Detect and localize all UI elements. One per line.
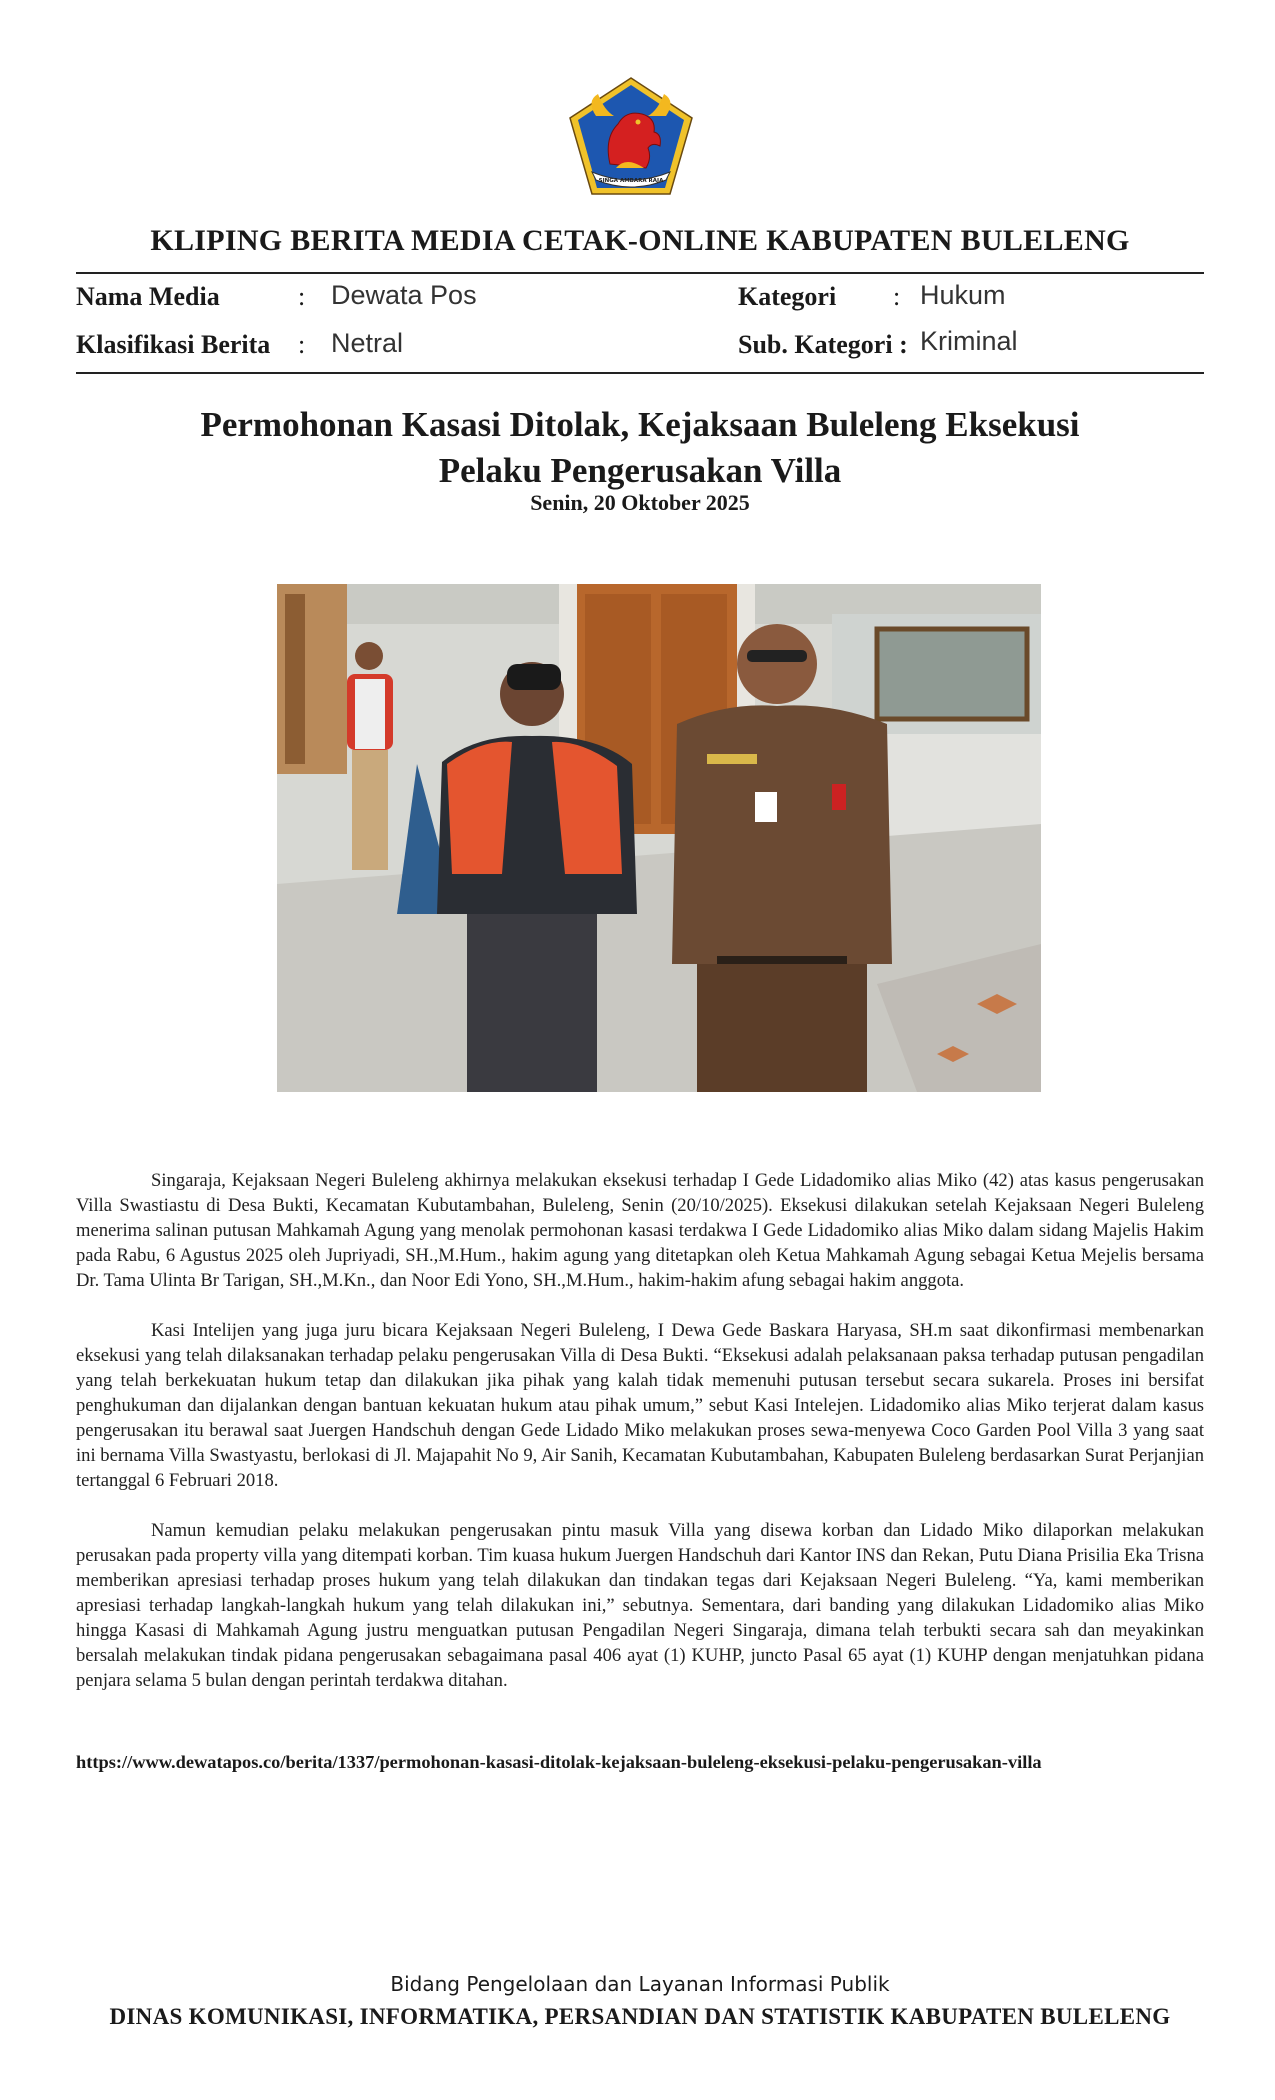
subcategory-value: Kriminal	[920, 326, 1018, 356]
article-title-line-2: Pelaku Pengerusakan Villa	[438, 451, 842, 490]
article-title	[76, 402, 1204, 494]
article-body	[76, 1168, 1204, 1718]
footer-agency: DINAS KOMUNIKASI, INFORMATIKA, PERSANDIAN DAN STATISTIK KABUPATEN BULELENG	[109, 2004, 1171, 2029]
source-link[interactable]: https://www.dewatapos.co/berita/1337/permohonan-kasasi-ditolak-kejaksaan-buleleng-eksekusi-pelaku-pengerusakan-villa	[76, 1752, 1042, 1772]
subcategory-label: Sub. Kategori :	[738, 330, 908, 359]
article-paragraph-3: Namun kemudian pelaku melakukan pengerusakan pintu masuk Villa yang disewa korban dan Lidado Miko dilaporkan melakukan perusakan pada property villa yang ditempati korban. Tim kuasa hukum Juergen Handschuh dari Kantor INS dan Rekan, Putu Diana Prisilia Eka Trisna memberikan apresiasi terhadap proses hukum yang telah dilakukan dan tindakan tegas dari Kejaksaan Negeri Buleleng. “Ya, kami memberikan apresiasi terhadap langkah-langkah hukum yang telah dilakukan ini,” sebutnya. Sementara, dari banding yang dilakukan Lidadomiko alias Miko hingga Kasasi di Mahkamah Agung justru menguatkan putusan Pengadilan Negeri Singaraja, dimana telah terbukti secara sah dan meyakinkan bersalah melakukan tindak pidana pengerusakan sebagaimana pasal 406 ayat (1) KUHP, juncto Pasal 65 ayat (1) KUHP dengan menjatuhkan pidana penjara selama 5 bulan dengan perintah terdakwa ditahan.	[76, 1520, 1204, 1691]
article-paragraph-1: Singaraja, Kejaksaan Negeri Buleleng akhirnya melakukan eksekusi terhadap I Gede Lidadomiko alias Miko (42) atas kasus pengerusakan Villa Swastiastu di Desa Bukti, Kecamatan Kubutambahan, Buleleng, Senin (20/10/2025). Eksekusi dilakukan setelah Kejaksaan Negeri Buleleng menerima salinan putusan Mahkamah Agung yang menolak permohonan kasasi terdakwa I Gede Lidadomiko alias Miko dalam sidang Majelis Hakim pada Rabu, 6 Agustus 2025 oleh Jupriyadi, SH.,M.Hum., hakim agung yang ditetapkan oleh Ketua Mahkamah Agung sebagai Ketua Mejelis bersama Dr. Tama Ulinta Br Tarigan, SH.,M.Kn., dan Noor Edi Yono, SH.,M.Hum., hakim-hakim afung sebagai hakim anggota.	[76, 1170, 1204, 1291]
article-title-line-1: Permohonan Kasasi Ditolak, Kejaksaan Buleleng Eksekusi	[200, 405, 1080, 444]
footer-department: Bidang Pengelolaan dan Layanan Informasi Publik	[390, 1972, 890, 1996]
clipping-header-title: KLIPING BERITA MEDIA CETAK-ONLINE KABUPATEN BULELENG	[150, 224, 1130, 257]
article-photo-illustration	[277, 584, 1041, 1092]
buleleng-emblem-logo	[566, 76, 696, 198]
article-photo	[277, 584, 1041, 1092]
category-label: Kategori	[738, 282, 837, 311]
classification-colon: :	[298, 330, 306, 359]
classification-label: Klasifikasi Berita	[76, 330, 271, 359]
media-label: Nama Media	[76, 282, 220, 311]
header-divider-bottom	[76, 372, 1204, 374]
classification-value: Netral	[331, 328, 404, 358]
svg-text:SINGA AMBARA RAJA: SINGA AMBARA RAJA	[598, 178, 664, 184]
category-value: Hukum	[920, 280, 1006, 310]
article-date: Senin, 20 Oktober 2025	[530, 490, 750, 515]
category-colon: :	[893, 282, 901, 311]
media-colon: :	[298, 282, 306, 311]
media-value: Dewata Pos	[331, 280, 477, 310]
header-divider-top	[76, 272, 1204, 274]
article-paragraph-2: Kasi Intelijen yang juga juru bicara Kejaksaan Negeri Buleleng, I Dewa Gede Baskara Haryasa, SH.m saat dikonfirmasi membenarkan eksekusi yang telah dilaksanakan terhadap pelaku pengerusakan Villa di Desa Bukti. “Eksekusi adalah pelaksanaan paksa terhadap putusan pengadilan yang telah berkekuatan hukum tetap dan dilakukan jika pihak yang kalah tidak memenuhi putusan tersebut secara sukarela. Proses ini bersifat penghukuman dan dijalankan dengan bantuan kekuatan hukum atau pihak umum,” sebut Kasi Intelejen. Lidadomiko alias Miko terjerat dalam kasus pengerusakan itu berawal saat Juergen Handschuh dengan Gede Lidado Miko melakukan proses sewa-menyewa Coco Garden Pool Villa 3 yang saat ini bernama Villa Swastyastu, berlokasi di Jl. Majapahit No 9, Air Sanih, Kecamatan Kubutambahan, Kabupaten Buleleng berdasarkan Surat Perjanjian tertanggal 6 Februari 2018.	[76, 1320, 1204, 1491]
